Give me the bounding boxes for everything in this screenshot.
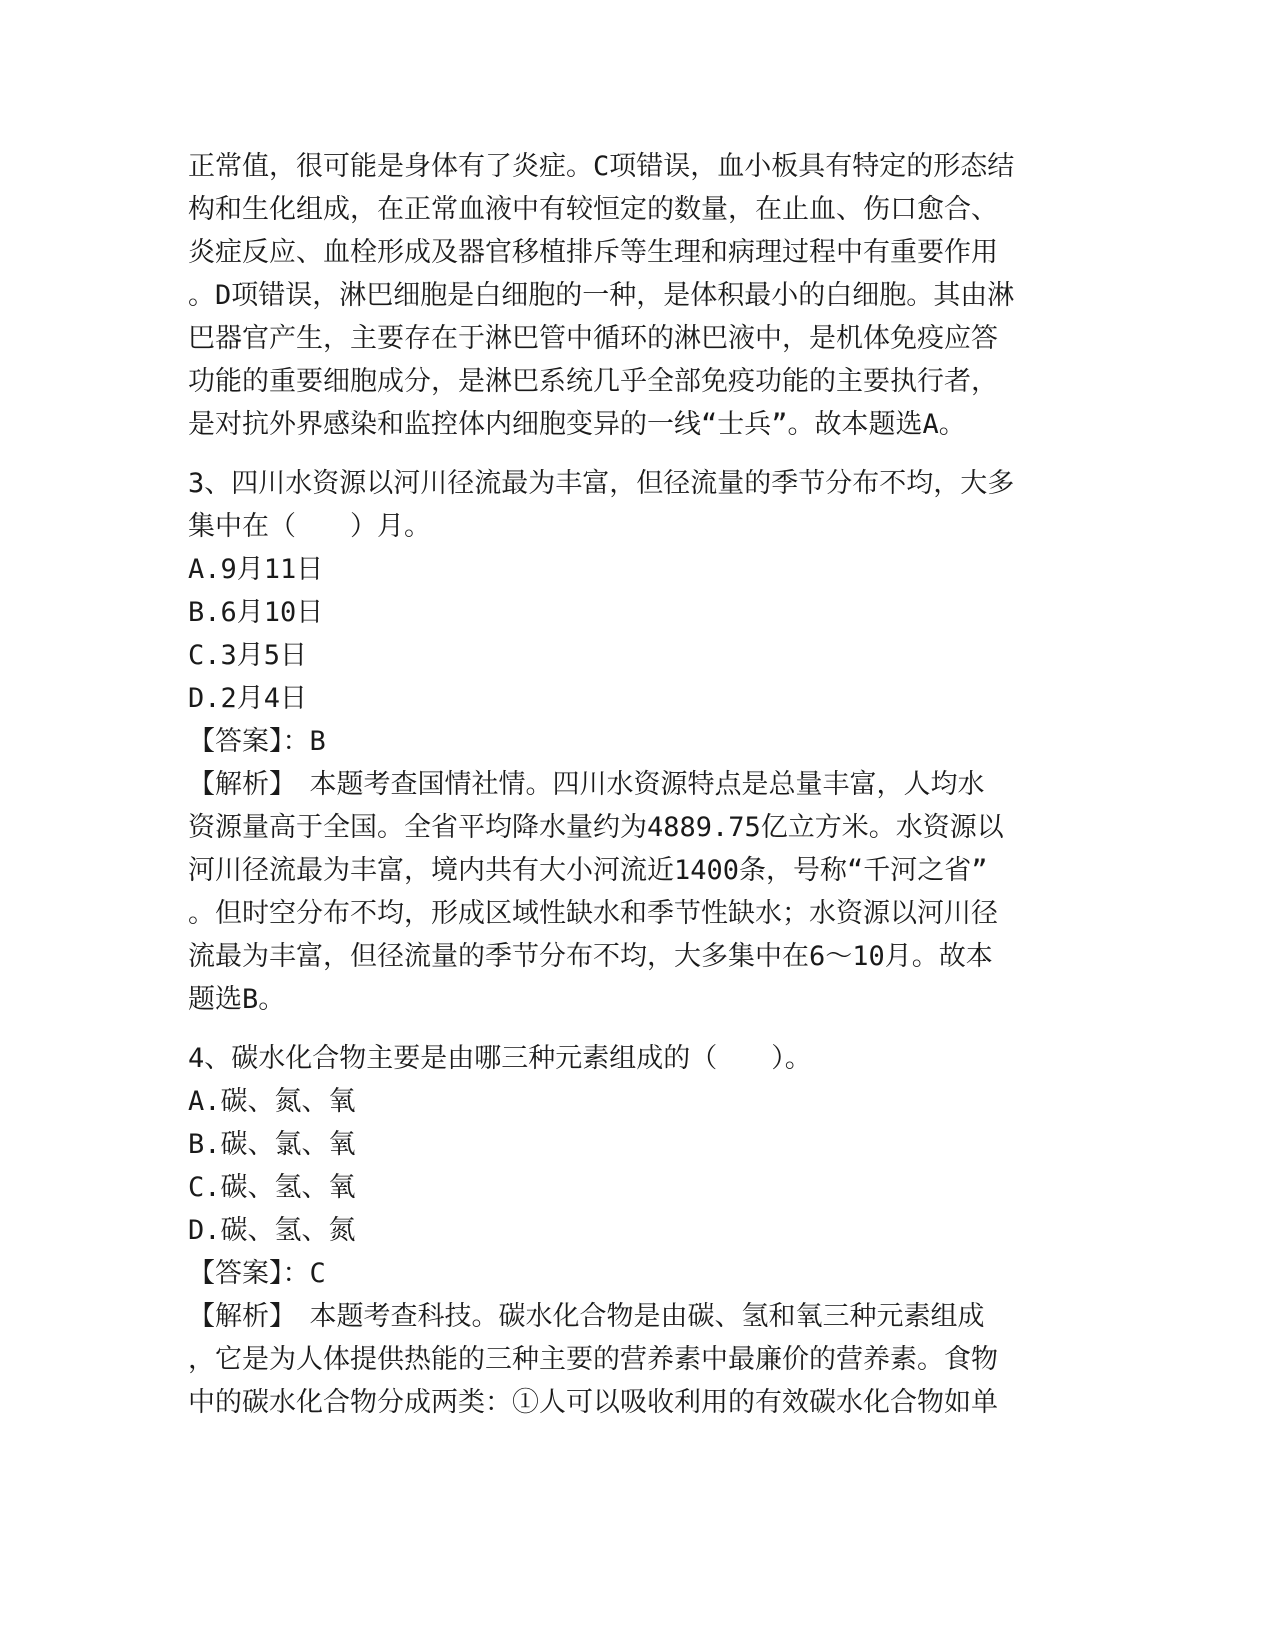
option-list xyxy=(188,548,1088,720)
previous-explanation-continuation xyxy=(188,145,1088,446)
spacer xyxy=(188,446,1088,462)
text-line: 是对抗外界感染和监控体内细胞变异的一线“士兵”。故本题选A。 xyxy=(188,409,966,440)
option-list xyxy=(188,1080,1088,1252)
text-line: 构和生化组成，在正常血液中有较恒定的数量，在止血、伤口愈合、 xyxy=(188,194,998,225)
option-d: D.碳、氢、氮 xyxy=(188,1215,356,1246)
explanation-line: 中的碳水化合物分成两类：①人可以吸收利用的有效碳水化合物如单 xyxy=(188,1387,998,1418)
option-a: A.碳、氮、氧 xyxy=(188,1086,356,1117)
text-line: 巴器官产生，主要存在于淋巴管中循环的淋巴液中，是机体免疫应答 xyxy=(188,323,998,354)
text-line: 炎症反应、血栓形成及器官移植排斥等生理和病理过程中有重要作用 xyxy=(188,237,998,268)
explanation-line: 流最为丰富，但径流量的季节分布不均，大多集中在6～10月。故本 xyxy=(188,941,993,972)
question-4 xyxy=(188,1037,1088,1424)
explanation-line: ，它是为人体提供热能的三种主要的营养素中最廉价的营养素。食物 xyxy=(188,1344,998,1375)
text-line: 。D项错误，淋巴细胞是白细胞的一种，是体积最小的白细胞。其由淋 xyxy=(188,280,1015,311)
explanation-line: 资源量高于全国。全省平均降水量约为4889.75亿立方米。水资源以 xyxy=(188,812,1004,843)
stem-line: 3、四川水资源以河川径流最为丰富，但径流量的季节分布不均，大多 xyxy=(188,468,1015,499)
answer-line: 【答案】：C xyxy=(188,1258,326,1289)
question-3 xyxy=(188,462,1088,1021)
option-a: A.9月11日 xyxy=(188,554,324,585)
question-stem xyxy=(188,462,1088,548)
answer-line: 【答案】：B xyxy=(188,726,326,757)
explanation-line: 【解析】 本题考查国情社情。四川水资源特点是总量丰富，人均水 xyxy=(188,769,985,800)
explanation-line: 【解析】 本题考查科技。碳水化合物是由碳、氢和氧三种元素组成 xyxy=(188,1301,985,1332)
stem-line: 4、碳水化合物主要是由哪三种元素组成的（ ）。 xyxy=(188,1043,812,1074)
question-stem xyxy=(188,1037,1088,1080)
spacer xyxy=(188,1021,1088,1037)
option-c: C.碳、氢、氧 xyxy=(188,1172,356,1203)
explanation-line: 题选B。 xyxy=(188,984,286,1015)
option-b: B.碳、氯、氧 xyxy=(188,1129,356,1160)
option-d: D.2月4日 xyxy=(188,683,308,714)
explanation xyxy=(188,763,1088,1021)
text-line: 功能的重要细胞成分，是淋巴系统几乎全部免疫功能的主要执行者， xyxy=(188,366,998,397)
text-line: 正常值，很可能是身体有了炎症。C项错误，血小板具有特定的形态结 xyxy=(188,151,1015,182)
explanation-line: 。但时空分布不均，形成区域性缺水和季节性缺水；水资源以河川径 xyxy=(188,898,998,929)
stem-line: 集中在（ ）月。 xyxy=(188,511,431,542)
option-b: B.6月10日 xyxy=(188,597,324,628)
document-page xyxy=(188,145,1088,1424)
explanation-line: 河川径流最为丰富，境内共有大小河流近1400条，号称“千河之省” xyxy=(188,855,988,886)
explanation xyxy=(188,1295,1088,1424)
option-c: C.3月5日 xyxy=(188,640,308,671)
